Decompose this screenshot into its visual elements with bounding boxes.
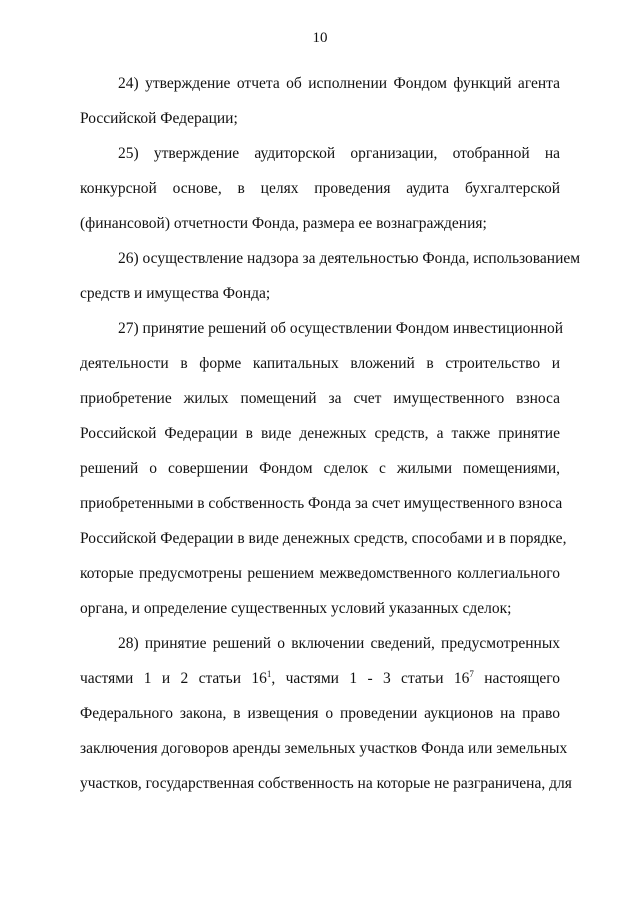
text-line: Федерального закона, в извещения о проведении аукционов на право (80, 705, 560, 722)
text-line: приобретение жилых помещений за счет имущественного взноса (80, 390, 560, 407)
text-line: Российской Федерации в виде денежных средств, способами и в порядке, (80, 530, 567, 547)
text-line: которые предусмотрены решением межведомственного коллегиального (80, 565, 560, 582)
text-line: Российской Федерации в виде денежных средств, а также принятие (80, 425, 560, 442)
paragraph-25 (80, 136, 560, 241)
page-number: 10 (312, 30, 328, 46)
superscript: 1 (266, 669, 272, 679)
text-line: решений о совершении Фондом сделок с жилыми помещениями, (80, 460, 560, 477)
paragraph-24 (80, 66, 560, 136)
text-fragment: частями 1 и 2 статьи 16 (80, 670, 267, 687)
paragraph-27 (80, 311, 567, 626)
text-line: 24) утверждение отчета об исполнении Фондом функций агента (118, 75, 560, 92)
text-line: заключения договоров аренды земельных участков Фонда или земельных (80, 740, 568, 757)
paragraph-28 (80, 626, 572, 801)
text-line: участков, государственная собственность на которые не разграничена, для (80, 775, 572, 792)
text-line-with-superscripts (80, 661, 560, 696)
document-body (80, 66, 581, 801)
text-line: 28) принятие решений о включении сведений, предусмотренных (118, 635, 560, 652)
paragraph-26 (80, 241, 581, 311)
text-line: деятельности в форме капитальных вложений в строительство и (80, 355, 560, 372)
text-line: Российской Федерации; (80, 110, 238, 127)
text-line: средств и имущества Фонда; (80, 285, 271, 302)
text-line: 25) утверждение аудиторской организации, отобранной на (118, 145, 560, 162)
text-fragment: настоящего (473, 670, 560, 687)
text-line: органа, и определение существенных условий указанных сделок; (80, 600, 512, 617)
text-line: 27) принятие решений об осуществлении Фондом инвестиционной (118, 320, 564, 337)
text-fragment: , частями 1 - 3 статьи 16 (271, 670, 470, 687)
text-line: 26) осуществление надзора за деятельностью Фонда, использованием (118, 250, 581, 267)
text-line: приобретенными в собственность Фонда за счет имущественного взноса (80, 495, 563, 512)
text-line: конкурсной основе, в целях проведения аудита бухгалтерской (80, 180, 560, 197)
text-line: (финансовой) отчетности Фонда, размера ее вознаграждения; (80, 215, 487, 232)
superscript: 7 (469, 669, 474, 679)
